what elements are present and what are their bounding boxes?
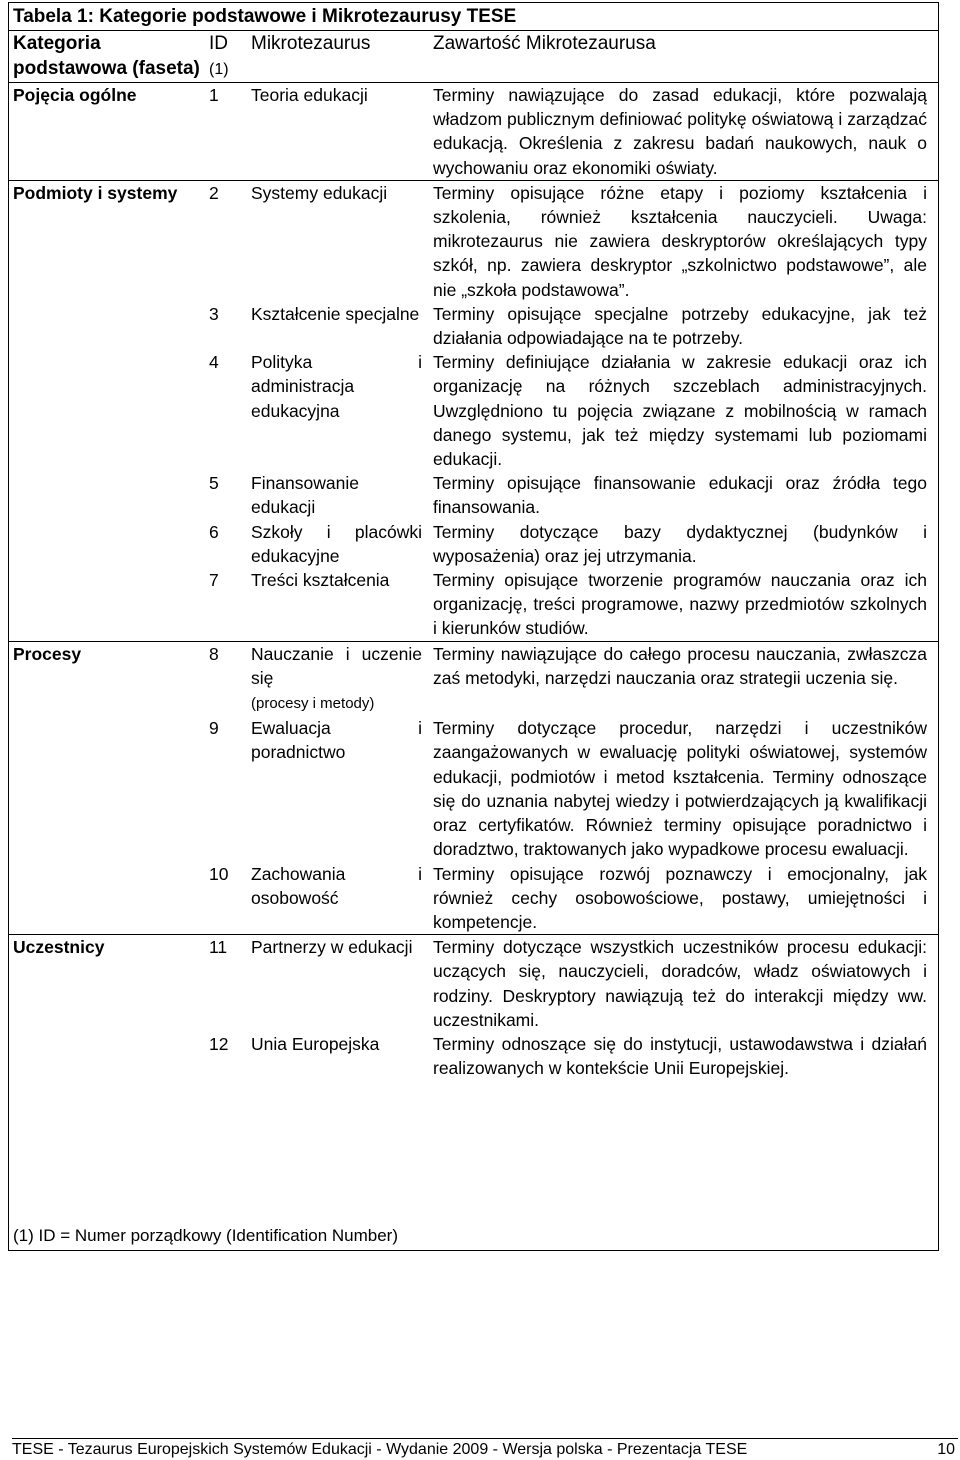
row-microthesaurus-name: Finansowanie edukacji [251,473,359,518]
row-id: 8 [209,643,219,664]
page-number: 10 [937,1441,955,1458]
row-content: Terminy definiujące działania w zakresie edukacji oraz ich organizację na różnych szczeblach administracyjnych. Uwzględniono tu pojęcia związane z mobilnością w ramach danego systemu, jak też między systemami lub poziomami edukacji. [433,352,927,470]
row-content: Terminy nawiązujące do zasad edukacji, które pozwalają władzom publicznym definiować politykę oświatową i zarządzać edukacją. Określenia z zakresu badań naukowych, nauk o wychowaniu oraz ekonomiki oświaty. [433,85,927,178]
footer-text: TESE - Tezaurus Europejskich Systemów Edukacji - Wydanie 2009 - Wersja polska - Prezentacja TESE [12,1441,748,1458]
table-row [8,716,939,861]
row-category [8,520,205,568]
row-microthesaurus-name: Treści kształcenia [251,570,390,591]
row-id: 10 [209,863,229,884]
table-row [8,520,939,568]
row-content: Terminy dotyczące wszystkich uczestników procesu edukacji: uczących się, nauczycieli, doradców, władz oświatowych i rodziny. Deskryptory nawiązują też do interakcji między ww. uczestnikami. [433,937,927,1030]
table-row [8,641,939,716]
footnote: (1) ID = Numer porządkowy (Identification Number) [13,1226,398,1245]
table-row [8,471,939,519]
row-category: Pojęcia ogólne [13,85,137,105]
row-category [8,302,205,350]
table-header-row [8,31,939,83]
row-microthesaurus [249,350,430,471]
header-microthesaurus: Mikrotezaurus [251,33,371,54]
table-row [8,1032,939,1080]
categories-table [8,30,939,1080]
header-category: Kategoria podstawowa (faseta) [13,33,200,79]
row-microthesaurus [249,641,430,716]
row-id: 1 [209,85,219,105]
row-content: Terminy opisujące finansowanie edukacji oraz źródła tego finansowania. [433,473,927,518]
row-id: 9 [209,718,219,739]
row-category [8,471,205,519]
table-row [8,350,939,471]
row-microthesaurus-name: Zachowania i osobowość [251,863,422,908]
row-microthesaurus-name: Polityka i administracja edukacyjna [251,352,422,421]
row-microthesaurus [249,862,430,935]
table-row [8,862,939,935]
row-category [8,716,205,861]
header-id-label: ID [209,33,228,54]
row-content: Terminy opisujące specjalne potrzeby edukacyjne, jak też działania odpowiadające na te potrzeby. [433,303,927,349]
row-microthesaurus [249,180,430,302]
row-content: Terminy dotyczące bazy dydaktycznej (budynków i wyposażenia) oraz jej utrzymania. [433,521,927,566]
table-row [8,568,939,641]
row-id: 6 [209,521,219,542]
row-microthesaurus-name: Systemy edukacji [251,182,388,203]
row-id: 7 [209,570,219,591]
row-id: 12 [209,1033,229,1054]
table-row [8,180,939,302]
row-microthesaurus [249,568,430,641]
row-category: Uczestnicy [13,937,105,958]
row-microthesaurus-name: Kształcenie specjalne [251,303,420,324]
table-row [8,935,939,1032]
page-footer [12,1438,958,1459]
row-content: Terminy dotyczące procedur, narzędzi i uczestników zaangażowanych w ewaluację polityki oświatowej, systemów edukacji, podmiotów i metod kształcenia. Terminy odnoszące się do uznania nabytej wiedzy i potwierdzających ją kwalifikacji oraz certyfikatów. Również terminy opisujące poradnictwo i doradztwo, traktowanych jako wypadkowe procesu ewaluacji. [433,718,927,860]
header-content: Zawartość Mikrotezaurusa [433,33,656,54]
row-content: Terminy nawiązujące do całego procesu nauczania, zwłaszcza zaś metodyki, narzędzi nauczania oraz strategii uczenia się. [433,643,927,688]
row-category [8,350,205,471]
row-category: Podmioty i systemy [13,182,178,203]
row-category [8,862,205,935]
table-row [8,302,939,350]
row-content: Terminy opisujące tworzenie programów nauczania oraz ich organizację, treści programowe, nazwy przedmiotów szkolnych i kierunków studiów. [433,570,927,639]
row-microthesaurus-name: Partnerzy w edukacji [251,937,413,958]
header-id [205,31,249,83]
row-microthesaurus [249,716,430,861]
row-microthesaurus-name: Teoria edukacji [251,85,368,105]
row-content: Terminy opisujące rozwój poznawczy i emocjonalny, jak również cechy osobowościowe, postawy, umiejętności i kompetencje. [433,863,927,932]
row-microthesaurus-name: Nauczanie i uczenie się [251,643,422,688]
header-id-note: (1) [209,61,229,78]
row-microthesaurus [249,935,430,1032]
row-content: Terminy odnoszące się do instytucji, ustawodawstwa i działań realizowanych w kontekście Unii Europejskiej. [433,1033,927,1079]
row-category [8,568,205,641]
row-content: Terminy opisujące różne etapy i poziomy kształcenia i szkolenia, również kształcenia nauczycieli. Uwaga: mikrotezaurus nie zawiera deskryptorów określających typy szkół, np. zawiera deskryptor „szkolnictwo podstawowe”, ale nie „szkoła podstawowa”. [433,182,927,300]
row-id: 11 [209,937,228,958]
row-id: 4 [209,352,219,373]
row-microthesaurus [249,520,430,568]
row-microthesaurus [249,471,430,519]
row-microthesaurus [249,302,430,350]
table-title: Tabela 1: Kategorie podstawowe i Mikrotezaurusy TESE [13,6,517,27]
row-microthesaurus-name: Szkoły i placówki edukacyjne [251,521,422,566]
row-microthesaurus-name: Unia Europejska [251,1033,380,1054]
row-microthesaurus [249,83,430,181]
table-row [8,83,939,181]
row-id: 5 [209,473,219,494]
row-id: 2 [209,182,219,203]
row-category: Procesy [13,643,82,664]
row-microthesaurus-note: (procesy i metody) [251,695,375,713]
row-category [8,1032,205,1080]
row-microthesaurus-name: Ewaluacja i poradnictwo [251,718,422,763]
row-microthesaurus [249,1032,430,1080]
row-id: 3 [209,303,219,324]
